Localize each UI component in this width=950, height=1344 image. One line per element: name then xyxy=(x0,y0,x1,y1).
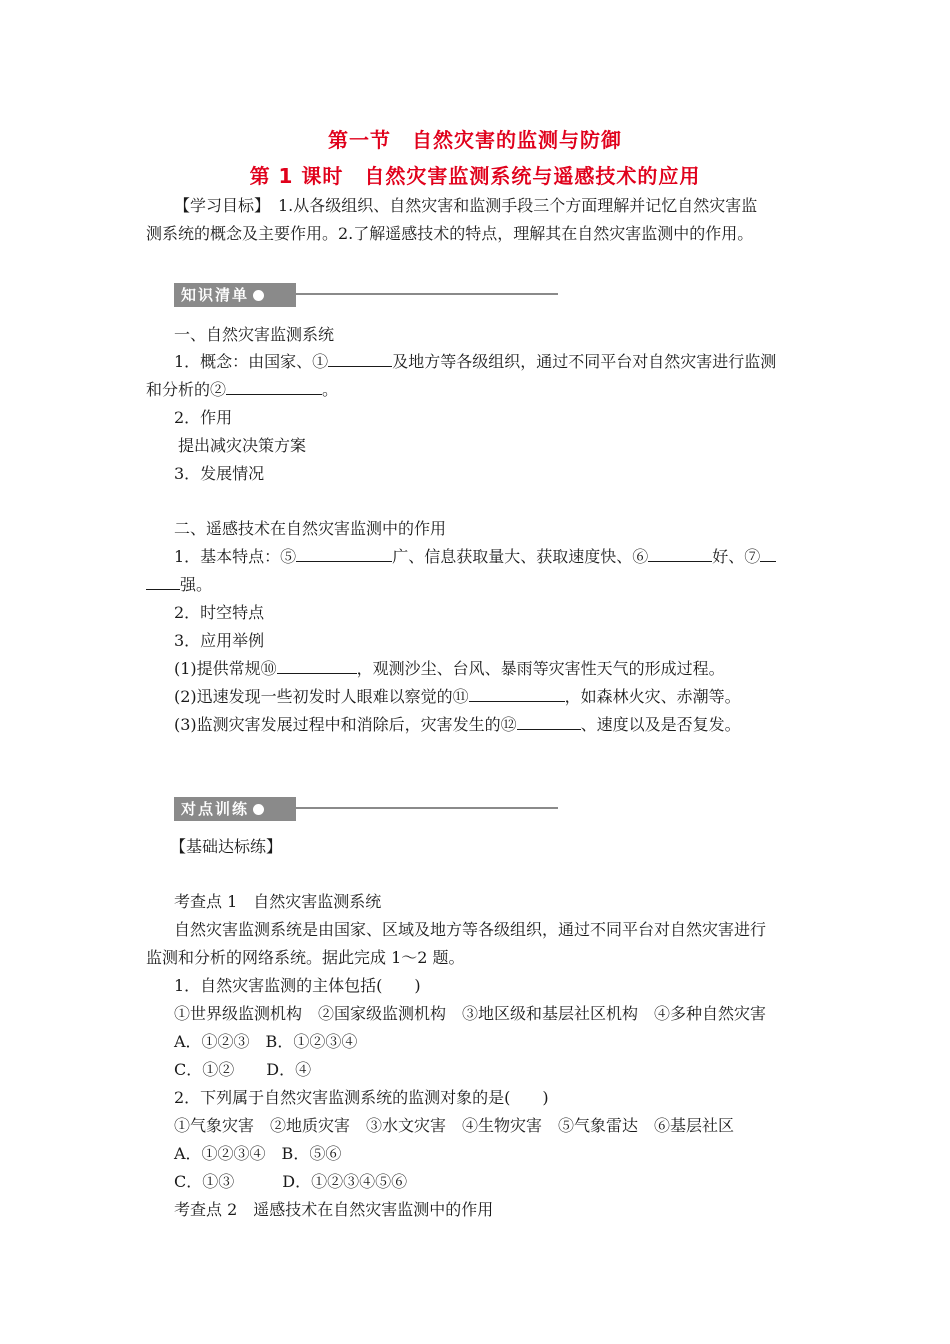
function-text: 提出减灾决策方案 xyxy=(178,436,307,455)
function-label: 2．作用 xyxy=(174,408,233,427)
practice-heading-label xyxy=(174,797,296,821)
learning-objectives-line-2: 测系统的概念及主要作用。2.了解遥感技术的特点，理解其在自然灾害监测中的作用。 xyxy=(146,224,754,243)
blank-2[interactable] xyxy=(226,380,322,395)
concept-text-d: 。 xyxy=(322,380,339,399)
question-1-items: ①世界级监测机构 ②国家级监测机构 ③地区级和基层社区机构 ④多种自然灾害 xyxy=(174,1004,767,1023)
basic-features-line xyxy=(174,547,776,567)
learning-objectives-line-1: 【学习目标】 1.从各级组织、自然灾害和监测手段三个方面理解并记忆自然灾害监 xyxy=(174,196,758,215)
blank-10[interactable] xyxy=(277,659,357,674)
features-text-a: 1．基本特点：⑤ xyxy=(174,547,297,566)
concept-text-a: 1．概念：由国家、① xyxy=(174,352,329,371)
practice-heading-text: 对点训练 xyxy=(181,800,250,818)
concept-line-2 xyxy=(146,380,338,400)
question-2: 2．下列属于自然灾害监测系统的监测对象的是( ) xyxy=(174,1088,549,1107)
spatiotemporal-label: 2．时空特点 xyxy=(174,603,265,622)
question-2-options-cd[interactable]: C．①③ D．①②③④⑤⑥ xyxy=(174,1172,408,1191)
question-2-options-ab[interactable]: A．①②③④ B．⑤⑥ xyxy=(174,1144,342,1163)
features-text-c: 好、⑦ xyxy=(712,547,761,566)
knowledge-heading-label xyxy=(174,283,296,307)
item-3-text-b: 、速度以及是否复发。 xyxy=(580,715,741,734)
features-text-d: 强。 xyxy=(180,575,213,594)
checkpoint-1: 考查点 1 自然灾害监测系统 xyxy=(174,892,382,911)
application-label: 3．应用举例 xyxy=(174,631,265,650)
concept-line xyxy=(174,352,776,372)
features-text-b: 广、信息获取量大、获取速度快、⑥ xyxy=(392,547,649,566)
item-2-text-b: ，如森林火灾、赤潮等。 xyxy=(564,687,741,706)
knowledge-section-2-title: 二、遥感技术在自然灾害监测中的作用 xyxy=(174,519,447,538)
blank-6[interactable] xyxy=(648,547,712,562)
knowledge-heading-text: 知识清单 xyxy=(181,286,250,304)
blank-12[interactable] xyxy=(517,715,581,730)
lesson-title: 第 1 课时 自然灾害监测系统与遥感技术的应用 xyxy=(249,164,701,188)
development-label: 3．发展情况 xyxy=(174,464,265,483)
intro-line-2: 监测和分析的网络系统。据此完成 1～2 题。 xyxy=(146,948,465,967)
section-title: 第一节 自然灾害的监测与防御 xyxy=(328,128,622,152)
question-1-options-ab[interactable]: A．①②③ B．①②③④ xyxy=(174,1032,358,1051)
knowledge-section-1-title: 一、自然灾害监测系统 xyxy=(174,325,335,344)
blank-5[interactable] xyxy=(296,547,392,562)
blank-7-end[interactable] xyxy=(146,575,180,590)
item-1-text-b: ，观测沙尘、台风、暴雨等灾害性天气的形成过程。 xyxy=(356,659,725,678)
checkpoint-2: 考查点 2 遥感技术在自然灾害监测中的作用 xyxy=(174,1200,494,1219)
blank-11[interactable] xyxy=(469,687,565,702)
bullet-dot-icon xyxy=(253,804,264,815)
item-1-text-a: (1)提供常规⑩ xyxy=(174,659,277,678)
question-1-options-cd[interactable]: C．①② D．④ xyxy=(174,1060,312,1079)
blank-7-start[interactable] xyxy=(760,547,776,562)
heading-rule xyxy=(296,807,558,809)
concept-text-c: 和分析的② xyxy=(146,380,227,399)
item-2-text-a: (2)迅速发现一些初发时人眼难以察觉的⑪ xyxy=(174,687,469,706)
intro-line-1: 自然灾害监测系统是由国家、区域及地方等各级组织，通过不同平台对自然灾害进行 xyxy=(174,920,767,939)
bullet-dot-icon xyxy=(253,290,264,301)
blank-1[interactable] xyxy=(328,352,392,367)
basic-practice-label: 【基础达标练】 xyxy=(170,837,283,856)
question-1: 1．自然灾害监测的主体包括( ) xyxy=(174,976,421,995)
application-item-2 xyxy=(174,687,741,707)
question-2-items: ①气象灾害 ②地质灾害 ③水文灾害 ④生物灾害 ⑤气象雷达 ⑥基层社区 xyxy=(174,1116,735,1135)
concept-text-b: 及地方等各级组织，通过不同平台对自然灾害进行监测 xyxy=(392,352,777,371)
basic-features-line-2 xyxy=(146,575,212,595)
application-item-1 xyxy=(174,659,725,679)
application-item-3 xyxy=(174,715,741,735)
heading-rule xyxy=(296,293,558,295)
item-3-text-a: (3)监测灾害发展过程中和消除后，灾害发生的⑫ xyxy=(174,715,517,734)
